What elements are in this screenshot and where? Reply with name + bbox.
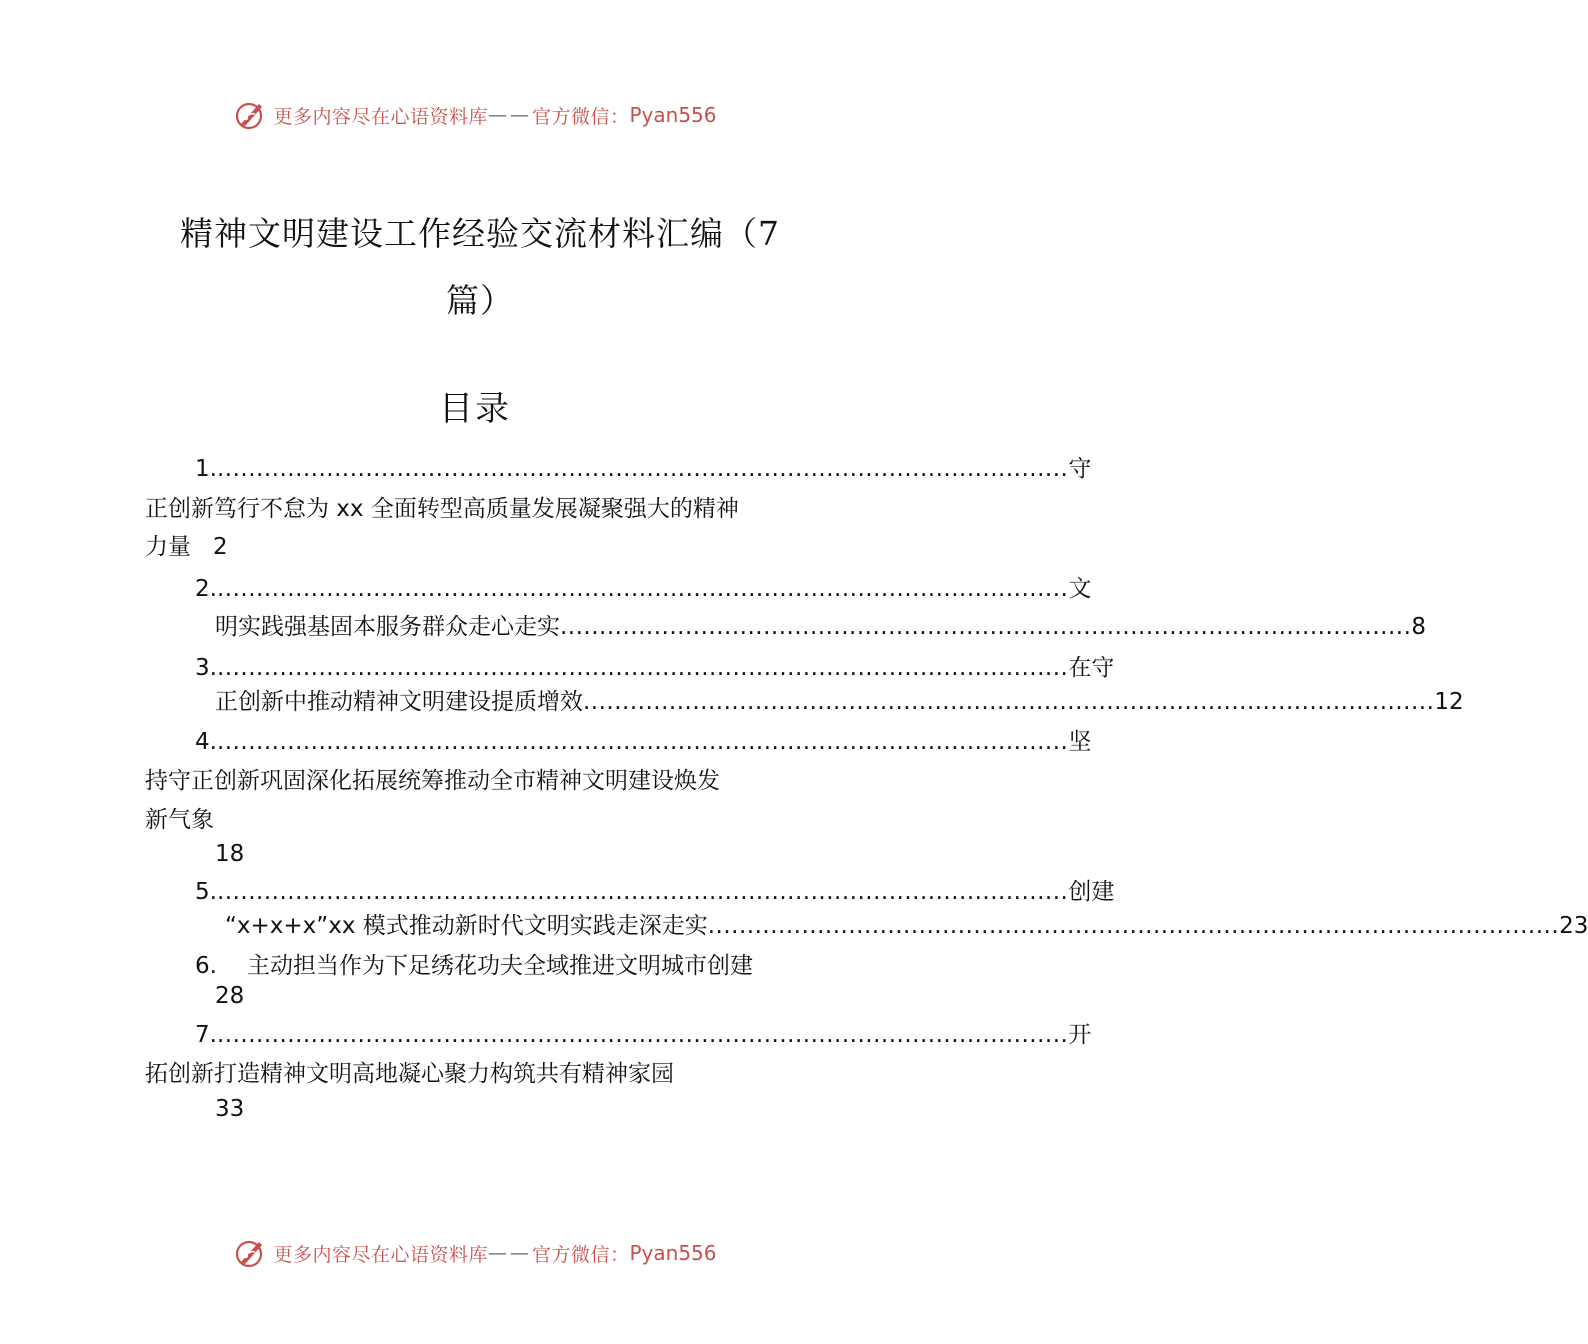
banner-separator: —— (487, 1242, 532, 1264)
toc-entry-number: 7. (195, 1022, 217, 1048)
banner-wechat-id: Pyan556 (629, 1241, 717, 1265)
toc-entry-5-leader (195, 877, 1115, 907)
document-title (160, 200, 800, 334)
header-banner (0, 95, 950, 135)
toc-entry-number: 6. (195, 953, 217, 979)
toc-dot-leader: ............................................................................................................. (216, 576, 1069, 602)
toc-entry-page: 18 (215, 841, 245, 867)
toc-entry-number: 2. (195, 576, 217, 602)
toc-dot-leader: ............................................................................................................. (560, 614, 1412, 640)
toc-entry-text: 拓创新打造精神文明高地凝心聚力构筑共有精神家园 (145, 1061, 674, 1087)
toc-dot-leader: ............................................................................................................. (216, 456, 1069, 482)
banner-separator: —— (487, 104, 532, 126)
toc-entry-tail: 文 (1068, 576, 1092, 602)
toc-dot-leader: ............................................................................................................. (216, 729, 1069, 755)
toc-entry-1-leader (195, 454, 1092, 484)
toc-entry-5-line (225, 911, 1588, 941)
toc-entry-number: 1. (195, 456, 217, 482)
banner-promo-text: 更多内容尽在心语资料库 (273, 1243, 488, 1266)
toc-entry-2-leader (195, 574, 1092, 604)
banner-wechat-label: 官方微信： (531, 1243, 630, 1266)
banner-promo-text: 更多内容尽在心语资料库 (273, 105, 488, 128)
toc-dot-leader: ............................................................................................................. (216, 655, 1069, 681)
document-title-line2: 篇） (446, 281, 514, 320)
toc-entry-7-leader (195, 1020, 1092, 1050)
toc-entry-2-line (215, 612, 1427, 642)
banner-wechat-label: 官方微信： (531, 105, 630, 128)
toc-entry-number: 3. (195, 655, 217, 681)
toc-entry-6-line (195, 951, 753, 981)
toc-entry-number: 5. (195, 879, 217, 905)
toc-entry-text-end: 力量 2 (145, 534, 228, 560)
banner-wechat-id: Pyan556 (629, 103, 717, 127)
toc-entry-text: 新气象 (145, 807, 214, 833)
toc-entry-page: 28 (215, 983, 245, 1009)
toc-entry-text: 正创新笃行不怠为 xx 全面转型高质量发展凝聚强大的精神 (145, 496, 739, 522)
toc-dot-leader: ............................................................................................................. (583, 689, 1435, 715)
toc-entry-page: 2 (212, 534, 228, 560)
toc-entry-3-line (215, 687, 1464, 717)
toc-entry-text: “x+x+x”xx 模式推动新时代文明实践走深走实 (225, 913, 708, 939)
footer-banner (0, 1233, 950, 1273)
toc-entry-page: 23 (1559, 913, 1588, 939)
toc-entry-page: 33 (215, 1096, 245, 1122)
toc-entry-tail: 守 (1068, 456, 1092, 482)
toc-entry-text: 持守正创新巩固深化拓展统筹推动全市精神文明建设焕发 (145, 768, 720, 794)
document-title-line1: 精神文明建设工作经验交流材料汇编（7 (180, 214, 780, 253)
toc-dot-leader: ............................................................................................................. (707, 913, 1560, 939)
toc-entry-page: 12 (1434, 689, 1464, 715)
toc-entry-tail: 坚 (1068, 729, 1092, 755)
toc-entry-tail: 在守 (1068, 655, 1115, 681)
toc-entry-page: 8 (1411, 614, 1427, 640)
toc-entry-tail: 开 (1068, 1022, 1092, 1048)
toc-entry-tail: 创建 (1068, 879, 1115, 905)
toc-entry-text: 正创新中推动精神文明建设提质增效 (215, 689, 583, 715)
quill-logo-icon (233, 1236, 267, 1270)
toc-heading: 目录 (439, 389, 511, 429)
toc-entry-text: 明实践强基固本服务群众走心走实 (215, 614, 560, 640)
toc-entry-4-leader (195, 727, 1092, 757)
toc-entry-3-leader (195, 653, 1115, 683)
toc-entry-text: 主动担当作为下足绣花功夫全域推进文明城市创建 (246, 953, 753, 979)
toc-dot-leader: ............................................................................................................. (216, 1022, 1069, 1048)
toc-dot-leader: ............................................................................................................. (216, 879, 1069, 905)
toc-entry-number: 4. (195, 729, 217, 755)
quill-logo-icon (233, 98, 267, 132)
